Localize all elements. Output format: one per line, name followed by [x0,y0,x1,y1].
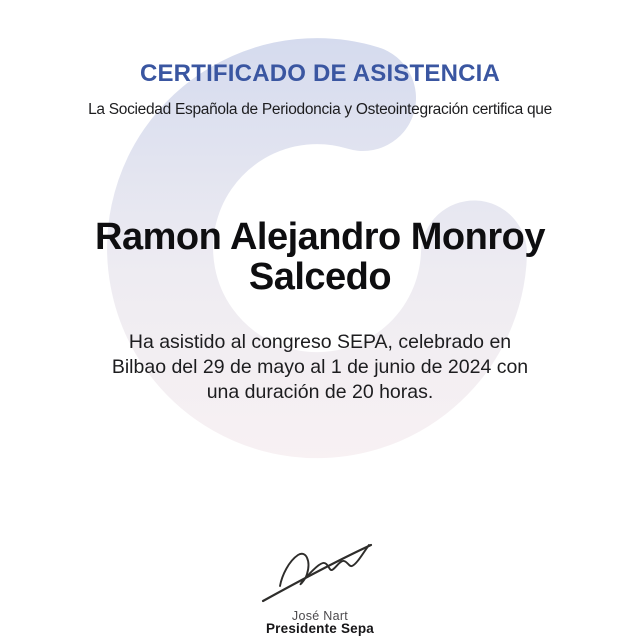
statement-line-3: una duración de 20 horas. [206,381,434,403]
signer-title: Presidente Sepa [265,621,375,636]
statement-line-2: Bilbao del 29 de mayo al 1 de junio de 2024 con [111,356,529,378]
attendance-statement [0,330,640,405]
signature-underline-stroke [263,545,371,601]
signature-icon [230,533,380,608]
signer-name: José Nart [291,609,349,623]
certificate-subtitle: La Sociedad Española de Periodoncia y Osteointegración certifica que [88,101,552,118]
certificate-title: CERTIFICADO DE ASISTENCIA [139,60,501,87]
statement-line-1: Ha asistido al congreso SEPA, celebrado en [128,331,512,353]
recipient-name: Ramon Alejandro Monroy Salcedo [95,216,545,298]
